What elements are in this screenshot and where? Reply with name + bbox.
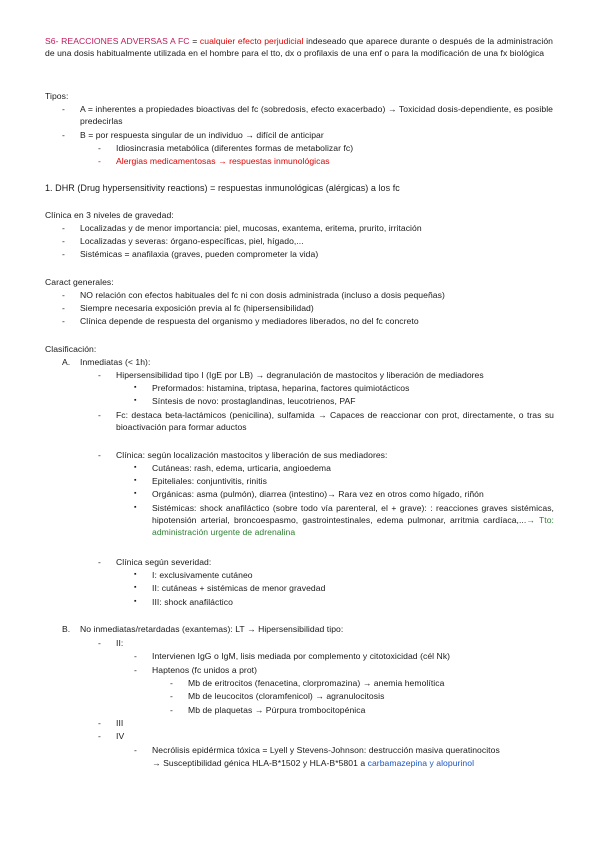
tipo-ii-mecanismo: Intervienen IgG o IgM, lisis mediada por complemento y citotoxicidad (cél Nk) — [152, 651, 451, 661]
farmacos-implicados: Fc: destaca beta-lactámicos (penicilina), sulfamida → Capaces de reaccionar con prot, directamente, o tras su bioactivación para formar aductos — [116, 410, 554, 432]
bullet-marker: ▪ — [134, 584, 137, 591]
mb-item: Mb de leucocitos (cloramfenicol) → agranulocitosis — [188, 691, 385, 701]
sistemicas-text: Sistémicas: shock anafiláctico (sobre todo vía parenteral, el + grave): : reacciones graves sistémicas, hipotensión arterial, broncoespasmo, gastrointestinales, edema pulmonar, arritmia cardíaca,... — [152, 503, 554, 525]
dash-marker: - — [98, 410, 101, 420]
dash-marker: - — [62, 130, 65, 140]
definition-highlight: cualquier efecto perjudicial — [199, 36, 304, 46]
dash-marker: - — [170, 678, 173, 688]
cutaneas: Cutáneas: rash, edema, urticaria, angioedema — [152, 463, 331, 473]
clinica-item: Sistémicas = anafilaxia (graves, pueden comprometer la vida) — [80, 249, 319, 259]
tipo-ii: II: — [116, 638, 124, 648]
bullet-marker: ▪ — [134, 571, 137, 578]
dash-marker: - — [62, 104, 65, 114]
dash-marker: - — [62, 316, 65, 326]
dash-marker: - — [98, 156, 101, 166]
no-inmediatas-title: No inmediatas/retardadas (exantemas): LT → Hipersensibilidad tipo: — [80, 624, 344, 634]
intro-paragraph — [45, 35, 553, 59]
inmediatas-title: Inmediatas (< 1h): — [80, 357, 151, 367]
severidad-grado: III: shock anafiláctico — [152, 597, 233, 607]
epiteliales: Epiteliales: conjuntivitis, rinitis — [152, 476, 267, 486]
caract-item: Clínica depende de respuesta del organismo y mediadores liberados, no del fc concreto — [80, 316, 419, 326]
sintesis-novo: Síntesis de novo: prostaglandinas, leucotrienos, PAF — [152, 396, 356, 406]
susceptibilidad-genica — [152, 757, 474, 769]
bullet-marker: ▪ — [134, 598, 137, 605]
tipo-b-idiosincrasia: Idiosincrasia metabólica (diferentes formas de metabolizar fc) — [116, 143, 354, 153]
organicas: Orgánicas: asma (pulmón), diarrea (intestino)→ Rara vez en otros como hígado, riñón — [152, 489, 484, 499]
mb-item: Mb de eritrocitos (fenacetina, clorpromazina) → anemia hemolítica — [188, 678, 445, 688]
caract-item: NO relación con efectos habituales del fc ni con dosis administrada (incluso a dosis pequeñas) — [80, 290, 445, 300]
tipo-iii: III — [116, 718, 124, 728]
sistemicas — [152, 502, 554, 538]
clinica-item: Localizadas y de menor importancia: piel, mucosas, exantema, eritema, prurito, irritación — [80, 223, 422, 233]
bullet-marker: ▪ — [134, 464, 137, 471]
dash-marker: - — [98, 718, 101, 728]
dash-marker: - — [98, 638, 101, 648]
tipos-title: Tipos: — [45, 91, 69, 101]
bullet-marker: ▪ — [134, 397, 137, 404]
bullet-marker: ▪ — [134, 504, 137, 511]
farmacos-hla: carbamazepina y alopurinol — [367, 758, 475, 768]
mb-item: Mb de plaquetas → Púrpura trombocitopénica — [188, 705, 366, 715]
hipersensibilidad-tipo-1: Hipersensibilidad tipo I (IgE por LB) → degranulación de mastocitos y liberación de mediadores — [116, 370, 484, 380]
haptenos: Haptenos (fc unidos a prot) — [152, 665, 258, 675]
dash-marker: - — [62, 303, 65, 313]
definition-text: indeseado que aparece durante o después de la administración de una dosis habitualmente utilizada en el hombre para el tto, dx o profilaxis de una enf o para la modificación de una fx biológica — [45, 36, 554, 58]
dash-marker: - — [62, 249, 65, 259]
bullet-marker: ▪ — [134, 490, 137, 497]
dash-marker: - — [170, 705, 173, 715]
clinica-item: Localizadas y severas: órgano-específicas, piel, hígado,... — [80, 236, 304, 246]
clinica-title: Clínica en 3 niveles de gravedad: — [45, 210, 174, 220]
tipo-b-alergias: Alergias medicamentosas → respuestas inmunológicas — [116, 156, 330, 166]
dash-marker: - — [98, 557, 101, 567]
dash-marker: - — [170, 691, 173, 701]
tipo-b: B = por respuesta singular de un individuo → difícil de anticipar — [80, 130, 324, 140]
caract-title: Caract generales: — [45, 277, 114, 287]
dash-marker: - — [134, 665, 137, 675]
list-marker-a: A. — [62, 357, 71, 367]
clasif-title: Clasificación: — [45, 344, 97, 354]
clinica-localizacion: Clínica: según localización mastocitos y liberación de sus mediadores: — [116, 450, 388, 460]
necrolisis: Necrólisis epidérmica tóxica = Lyell y Stevens-Johnson: destrucción masiva queratinocitos — [152, 745, 500, 755]
caract-item: Siempre necesaria exposición previa al fc (hipersensibilidad) — [80, 303, 314, 313]
severidad-grado: I: exclusivamente cutáneo — [152, 570, 253, 580]
bullet-marker: ▪ — [134, 477, 137, 484]
intro-eq: = — [189, 36, 200, 46]
dash-marker: - — [62, 223, 65, 233]
dash-marker: - — [134, 651, 137, 661]
dhr-title: 1. DHR (Drug hypersensitivity reactions) = respuestas inmunológicas (alérgicas) a los fc — [45, 183, 400, 193]
bullet-marker: ▪ — [134, 384, 137, 391]
susceptibilidad-text: → Susceptibilidad génica HLA-B*1502 y HLA-B*5801 a — [152, 758, 368, 768]
dash-marker: - — [98, 370, 101, 380]
list-marker-b: B. — [62, 624, 71, 634]
clinica-severidad: Clínica según severidad: — [116, 557, 212, 567]
dash-marker: - — [98, 450, 101, 460]
dash-marker: - — [62, 236, 65, 246]
dash-marker: - — [98, 731, 101, 741]
dash-marker: - — [62, 290, 65, 300]
dash-marker: - — [98, 143, 101, 153]
tipo-a: A = inherentes a propiedades bioactivas del fc (sobredosis, efecto exacerbado) → Toxicidad dosis-dependiente, es posible predecirlas — [80, 104, 553, 126]
tratamiento-adrenalina: → Tto: administración urgente de adrenalina — [152, 515, 554, 537]
preformados: Preformados: histamina, triptasa, heparina, factores quimiotácticos — [152, 383, 410, 393]
tipo-iv: IV — [116, 731, 125, 741]
section-heading: S6- REACCIONES ADVERSAS A FC — [45, 36, 190, 46]
severidad-grado: II: cutáneas + sistémicas de menor gravedad — [152, 583, 326, 593]
dash-marker: - — [134, 745, 137, 755]
